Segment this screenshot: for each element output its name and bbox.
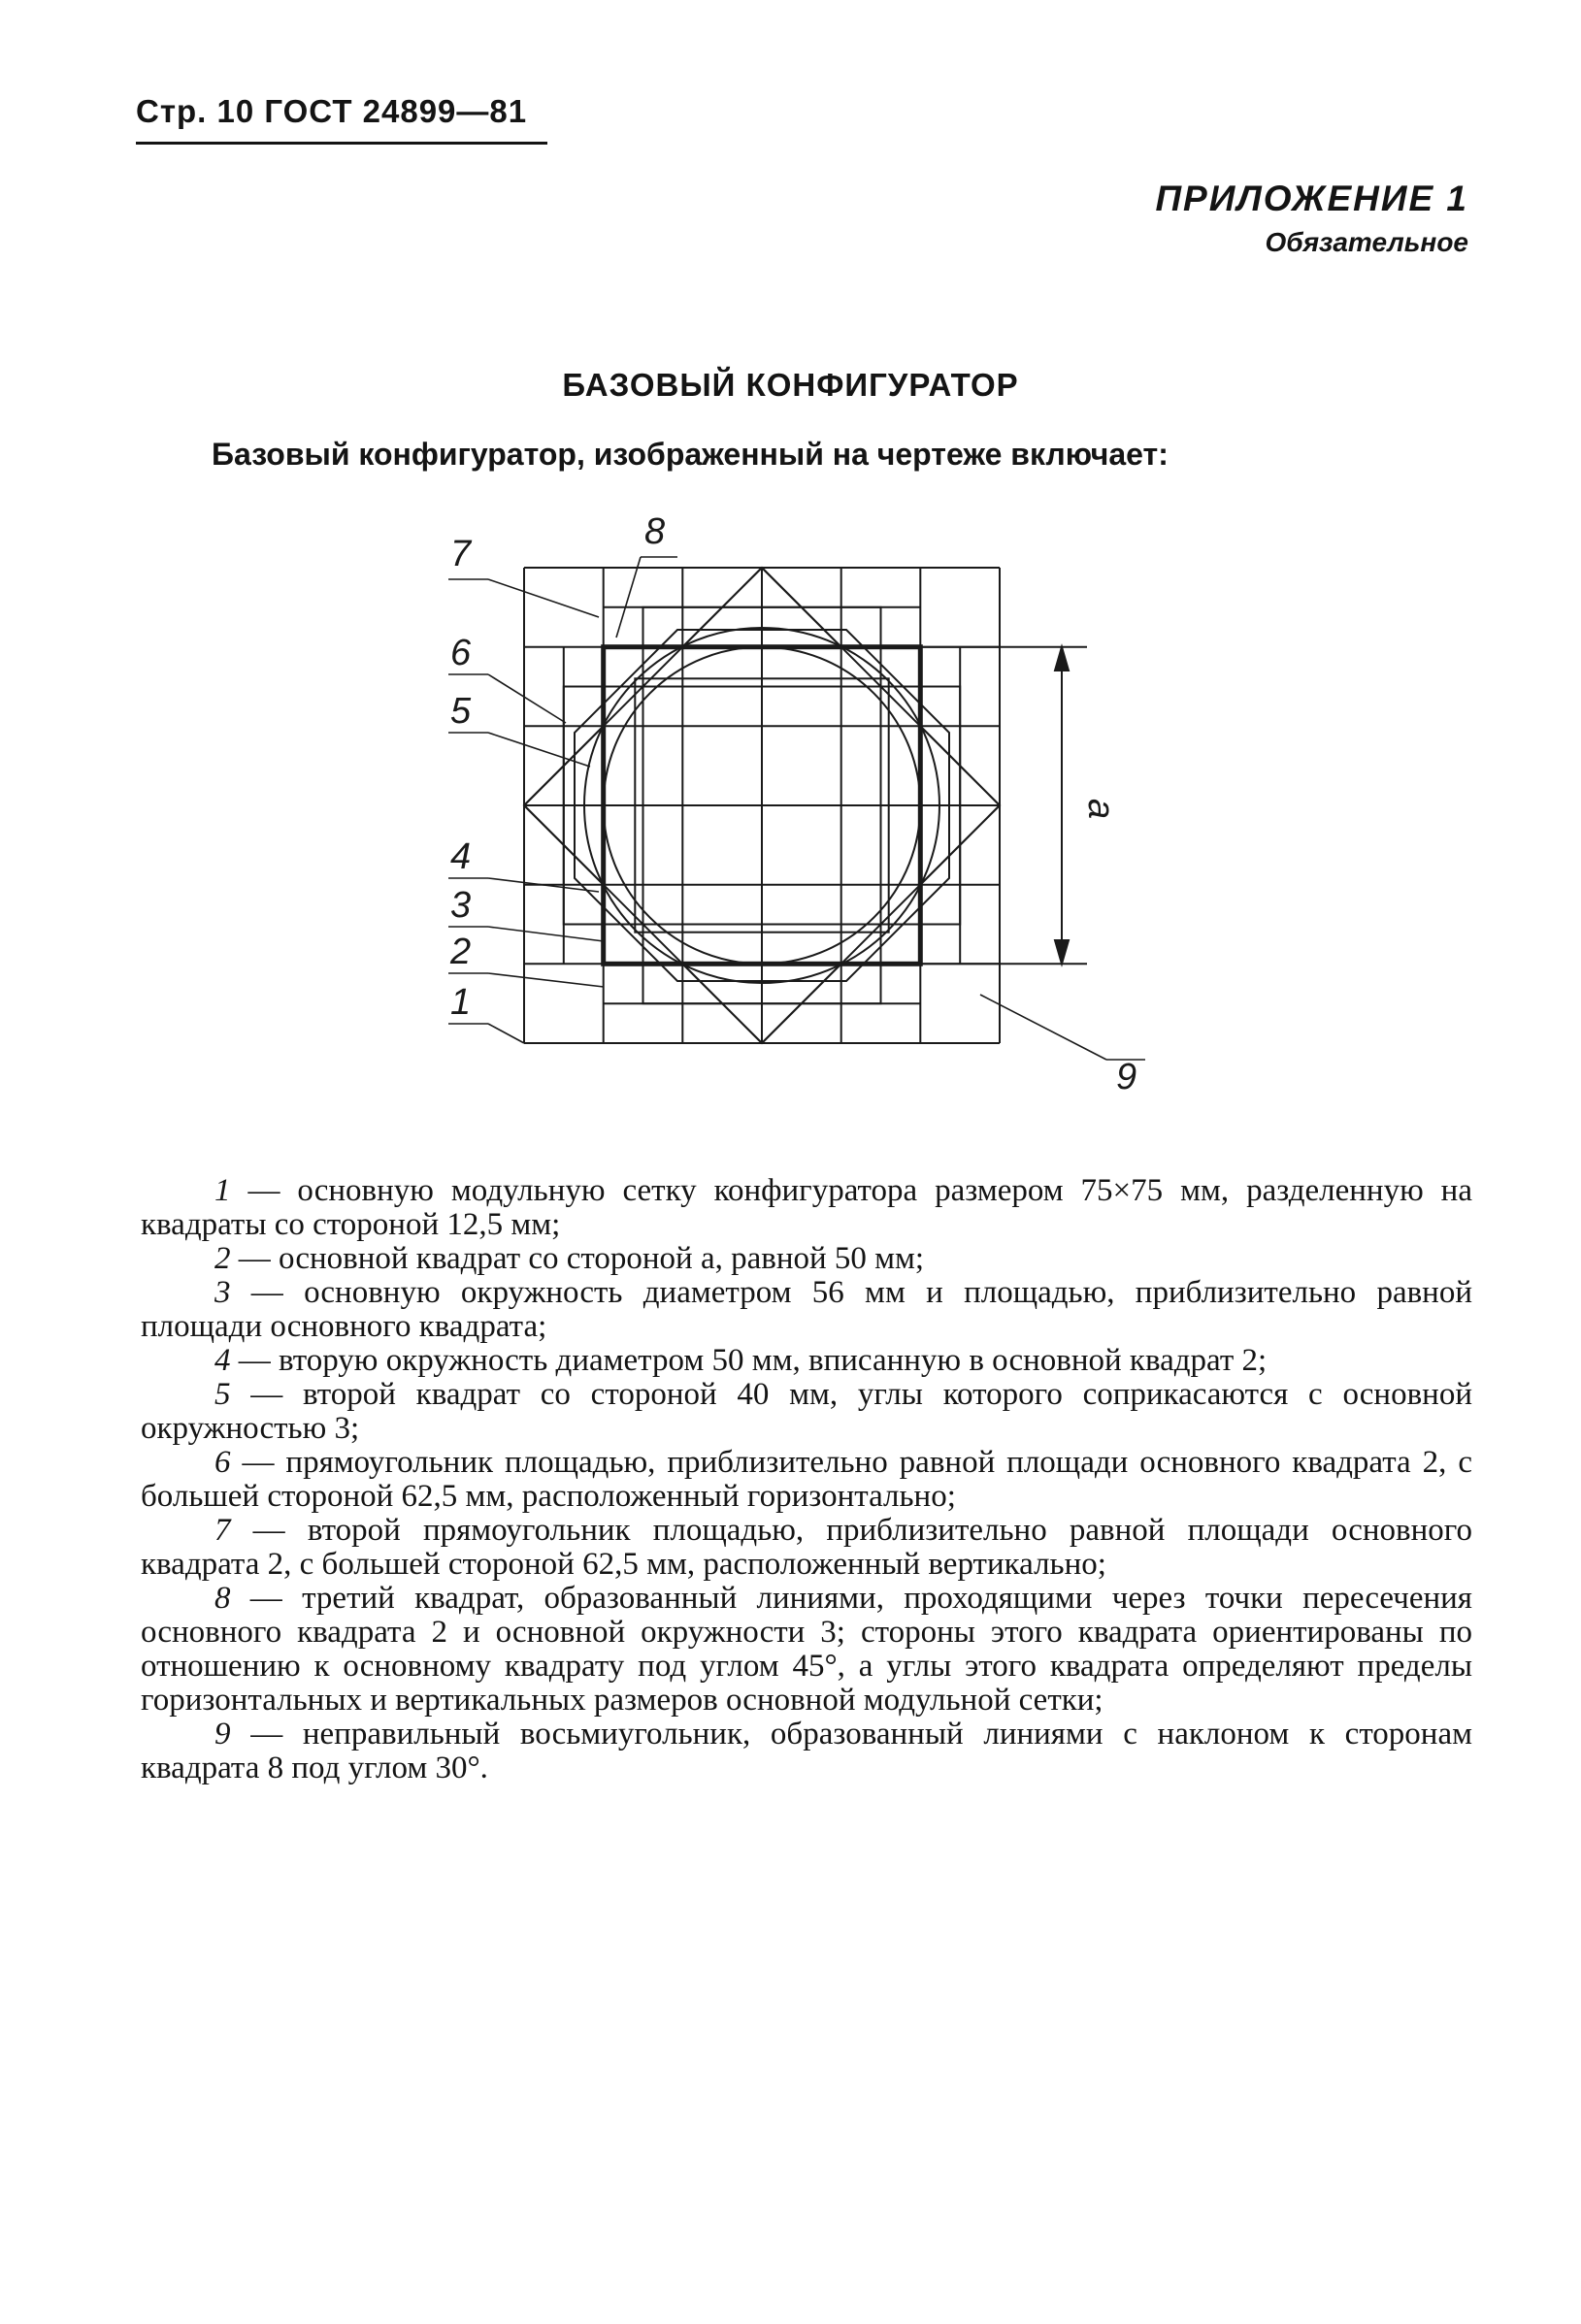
legend-item-text: — основную окружность диаметром 56 мм и площадью, приблизительно равной площади основного квадрата; (141, 1275, 1472, 1344)
legend-item-number: 1 (214, 1173, 231, 1208)
legend (141, 1174, 1472, 1785)
legend-item-text: — второй квадрат со стороной 40 мм, углы которого соприкасаются с основной окружностью 3; (141, 1377, 1472, 1446)
legend-item-text: — второй прямоугольник площадью, приблизительно равной площади основного квадрата 2, с большей стороной 62,5 мм, расположенный вертикально; (141, 1513, 1472, 1582)
legend-item-number: 9 (214, 1717, 231, 1751)
label-5: 5 (450, 691, 472, 732)
legend-item (141, 1276, 1472, 1344)
intro-text: Базовый конфигуратор, изображенный на чертеже включает: (212, 437, 1169, 472)
appendix-subtitle: Обязательное (1265, 227, 1468, 257)
configurator-drawing (427, 500, 1203, 1155)
modular-grid (524, 568, 1000, 1043)
label-7: 7 (450, 534, 472, 574)
appendix-block (1155, 179, 1468, 258)
legend-item (141, 1174, 1472, 1242)
legend-item-text: — вторую окружность диаметром 50 мм, вписанную в основной квадрат 2; (230, 1343, 1268, 1378)
legend-item-text: — прямоугольник площадью, приблизительно равной площади основного квадрата 2, с большей стороной 62,5 мм, расположенный горизонтально; (141, 1445, 1472, 1514)
legend-item-number: 8 (214, 1581, 231, 1616)
header-rule (136, 142, 547, 145)
legend-item-text: — неправильный восьмиугольник, образованный линиями с наклоном к сторонам квадрата 8 под углом 30°. (141, 1717, 1472, 1785)
dimension-label-a: a (1080, 799, 1121, 820)
legend-item-text: — третий квадрат, образованный линиями, проходящими через точки пересечения основного квадрата 2 и основной окружности 3; стороны этого квадрата ориентированы по отношению к основному квадрату под углом 45°, а углы этого квадрата определяют пределы горизонтальных и вертикальных размеров основной модульной сетки; (141, 1581, 1472, 1718)
label-4: 4 (450, 836, 472, 877)
legend-item-text: — основную модульную сетку конфигуратора размером 75×75 мм, разделенную на квадраты со стороной 12,5 мм; (141, 1173, 1472, 1242)
legend-item-number: 6 (214, 1445, 231, 1480)
legend-item-number: 7 (214, 1513, 231, 1548)
label-9: 9 (1116, 1057, 1137, 1097)
label-3: 3 (450, 885, 472, 926)
legend-item (141, 1344, 1472, 1378)
legend-item-number: 3 (214, 1275, 231, 1310)
legend-item-number: 2 (214, 1241, 231, 1276)
legend-item-text: — основной квадрат со стороной а, равной 50 мм; (230, 1241, 925, 1276)
label-6: 6 (450, 633, 472, 673)
label-1: 1 (450, 982, 472, 1023)
configurator-svg (427, 500, 1203, 1150)
label-8: 8 (644, 511, 666, 552)
page-header: Стр. 10 ГОСТ 24899—81 (136, 93, 528, 129)
legend-item (141, 1718, 1472, 1785)
legend-item (141, 1514, 1472, 1582)
label-2: 2 (450, 932, 472, 972)
document-title: БАЗОВЫЙ КОНФИГУРАТОР (562, 367, 1019, 403)
legend-item (141, 1242, 1472, 1276)
legend-item (141, 1582, 1472, 1718)
legend-item (141, 1446, 1472, 1514)
legend-item-number: 4 (214, 1343, 231, 1378)
legend-item (141, 1378, 1472, 1446)
legend-item-number: 5 (214, 1377, 231, 1412)
appendix-title: ПРИЛОЖЕНИЕ 1 (1155, 179, 1468, 218)
